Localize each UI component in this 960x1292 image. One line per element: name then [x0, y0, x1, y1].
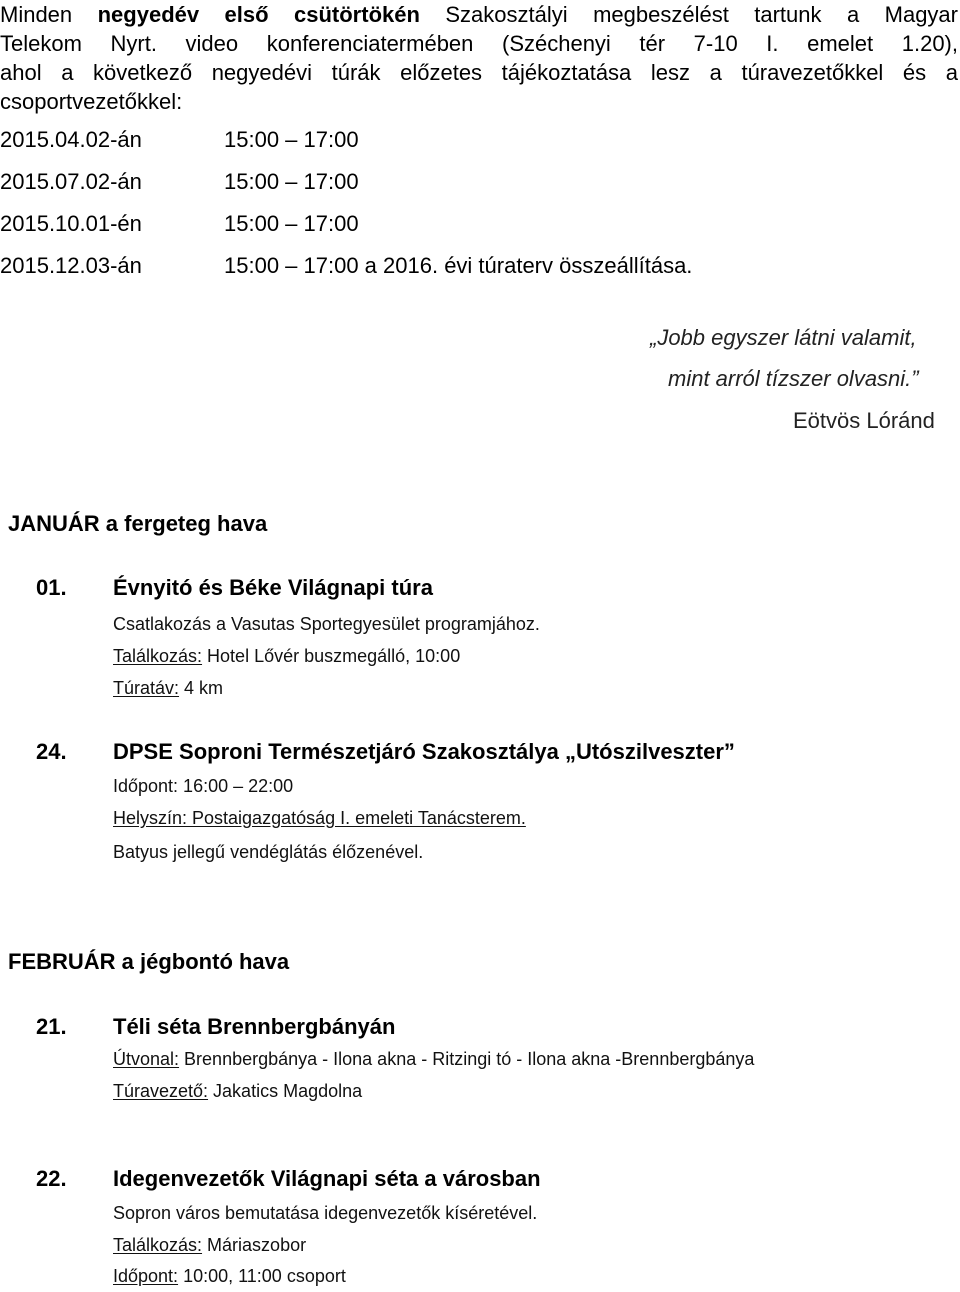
quote-author: Eötvös Lóránd	[793, 408, 935, 433]
event-day: 22.	[36, 1166, 67, 1191]
month-heading-february: FEBRUÁR a jégbontó hava	[8, 949, 290, 974]
meeting-date: 2015.10.01-én	[0, 211, 142, 236]
event-day: 01.	[36, 575, 67, 600]
meeting-date-row	[0, 211, 359, 237]
meeting-time: 15:00 – 17:00	[224, 127, 359, 152]
event-location: Helyszín: Postaigazgatóság I. emeleti Tanácsterem.	[113, 808, 526, 828]
event-distance: Túratáv: 4 km	[113, 678, 224, 698]
meeting-date: 2015.07.02-án	[0, 169, 142, 194]
meeting-date: 2015.04.02-án	[0, 127, 142, 152]
meeting-date-row	[0, 127, 359, 153]
event-title: Évnyitó és Béke Világnapi túra	[113, 575, 433, 600]
intro-line-1: Minden negyedév első csütörtökén Szakosztályi megbeszélést tartunk a Magyar	[0, 2, 958, 27]
event-leader: Túravezető: Jakatics Magdolna	[113, 1081, 363, 1101]
event-meeting-point: Találkozás: Máriaszobor	[113, 1235, 307, 1255]
meeting-date: 2015.12.03-án	[0, 253, 142, 278]
meeting-date-row	[0, 253, 692, 279]
event-time: Időpont: 10:00, 11:00 csoport	[113, 1266, 346, 1286]
event-time: Időpont: 16:00 – 22:00	[113, 776, 294, 796]
intro-line-4: csoportvezetőkkel:	[0, 89, 183, 114]
intro-line-2: Telekom Nyrt. video konferenciatermében (Széchenyi tér 7-10 I. emelet 1.20),	[0, 31, 958, 56]
meeting-date-row	[0, 169, 359, 195]
meeting-time: 15:00 – 17:00 a 2016. évi túraterv összeállítása.	[224, 253, 693, 278]
intro-emphasis: negyedév első csütörtökén	[97, 2, 420, 27]
intro-paragraph	[0, 0, 958, 116]
event-day: 21.	[36, 1014, 67, 1039]
month-heading-january: JANUÁR a fergeteg hava	[8, 511, 268, 536]
event-title: Téli séta Brennbergbányán	[113, 1014, 396, 1039]
event-description: Sopron város bemutatása idegenvezetők kíséretével.	[113, 1203, 538, 1223]
event-description: Csatlakozás a Vasutas Sportegyesület programjához.	[113, 614, 540, 634]
meeting-time: 15:00 – 17:00	[224, 211, 359, 236]
event-title: DPSE Soproni Természetjáró Szakosztálya „Utószilveszter”	[113, 739, 735, 764]
event-route: Útvonal: Brennbergbánya - Ilona akna - Ritzingi tó - Ilona akna -Brennbergbánya	[113, 1049, 755, 1069]
event-day: 24.	[36, 739, 67, 764]
event-meeting-point: Találkozás: Hotel Lővér buszmegálló, 10:00	[113, 646, 461, 666]
meeting-time: 15:00 – 17:00	[224, 169, 359, 194]
quote-line-1: „Jobb egyszer látni valamit,	[650, 325, 917, 350]
quote-line-2: mint arról tízszer olvasni.”	[668, 366, 919, 391]
event-title: Idegenvezetők Világnapi séta a városban	[113, 1166, 541, 1191]
event-note: Batyus jellegű vendéglátás élőzenével.	[113, 842, 424, 862]
intro-line-3: ahol a következő negyedévi túrák előzetes tájékoztatása lesz a túravezetőkkel és a	[0, 60, 958, 85]
